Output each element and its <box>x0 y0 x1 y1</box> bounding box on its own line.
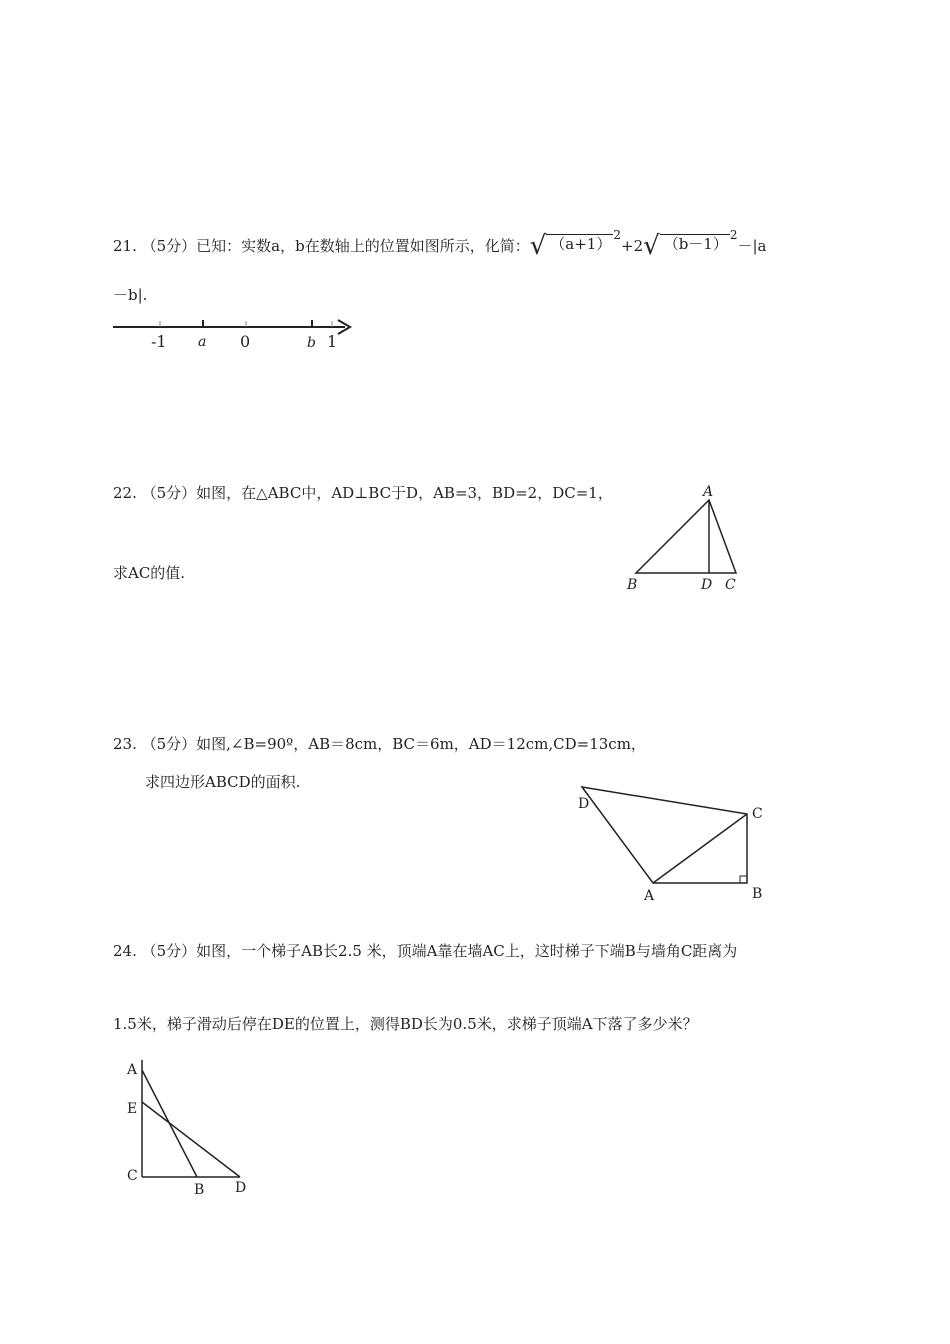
vertex-c: C <box>725 577 736 593</box>
sqrt-icon: √ <box>529 231 547 261</box>
q22-line2: 求AC的值. <box>113 564 186 582</box>
vertex-a: A <box>644 888 655 904</box>
point-d: D <box>235 1180 247 1196</box>
radical-1 <box>529 228 614 261</box>
label-a: a <box>198 334 207 350</box>
q22-line1: 22. （5分）如图，在△ABC中，AD⊥BC于D，AB=3，BD=2，DC=1， <box>113 484 613 502</box>
q24-line1: 24. （5分）如图，一个梯子AB长2.5 米，顶端A靠在墙AC上，这时梯子下端B与墙角C距离为 <box>113 942 738 960</box>
radicand-1: （a+1） <box>546 234 613 253</box>
point-a: A <box>127 1062 138 1078</box>
radical-2 <box>643 228 730 261</box>
label-neg1: -1 <box>151 332 167 351</box>
right-angle-mark <box>740 876 747 883</box>
label-0: 0 <box>240 332 251 351</box>
vertex-b: B <box>627 577 638 593</box>
vertex-a: A <box>703 484 714 500</box>
point-c: C <box>127 1168 138 1184</box>
q21-prefix: 21. （5分）已知：实数a，b在数轴上的位置如图所示，化简： <box>113 237 530 255</box>
vertex-d: D <box>578 796 590 812</box>
radicand-2: （b－1） <box>660 234 730 253</box>
q21-tail: －|a <box>737 237 767 255</box>
diagonal-ac <box>653 814 747 883</box>
q23-line1: 23. （5分）如图,∠B=90º，AB＝8cm，BC＝6m，AD＝12cm,CD=13cm， <box>113 735 646 753</box>
label-b: b <box>307 335 316 351</box>
point-e: E <box>127 1101 138 1117</box>
q24-line2: 1.5米，梯子滑动后停在DE的位置上，测得BD长为0.5米，求梯子顶端A下落了多少米？ <box>113 1015 698 1033</box>
exponent-2: 2 <box>729 228 738 242</box>
label-1: 1 <box>327 332 338 351</box>
triangle-abc-figure <box>620 480 750 595</box>
triangle-abc <box>636 500 736 573</box>
vertex-d: D <box>701 577 713 593</box>
exponent-1: 2 <box>613 228 621 242</box>
vertex-c: C <box>752 806 763 822</box>
sqrt-icon: √ <box>643 231 660 261</box>
vertex-b: B <box>752 886 763 902</box>
ladder-figure <box>115 1055 265 1200</box>
quadrilateral-abcd <box>582 787 747 883</box>
q21-line2: －b|. <box>113 286 148 304</box>
number-line-figure <box>105 310 365 355</box>
point-b: B <box>194 1182 205 1198</box>
q23-line2: 求四边形ABCD的面积. <box>145 773 301 791</box>
quadrilateral-abcd-figure <box>570 778 780 908</box>
plus-two: +2 <box>621 237 644 255</box>
q21-line1 <box>113 228 767 261</box>
